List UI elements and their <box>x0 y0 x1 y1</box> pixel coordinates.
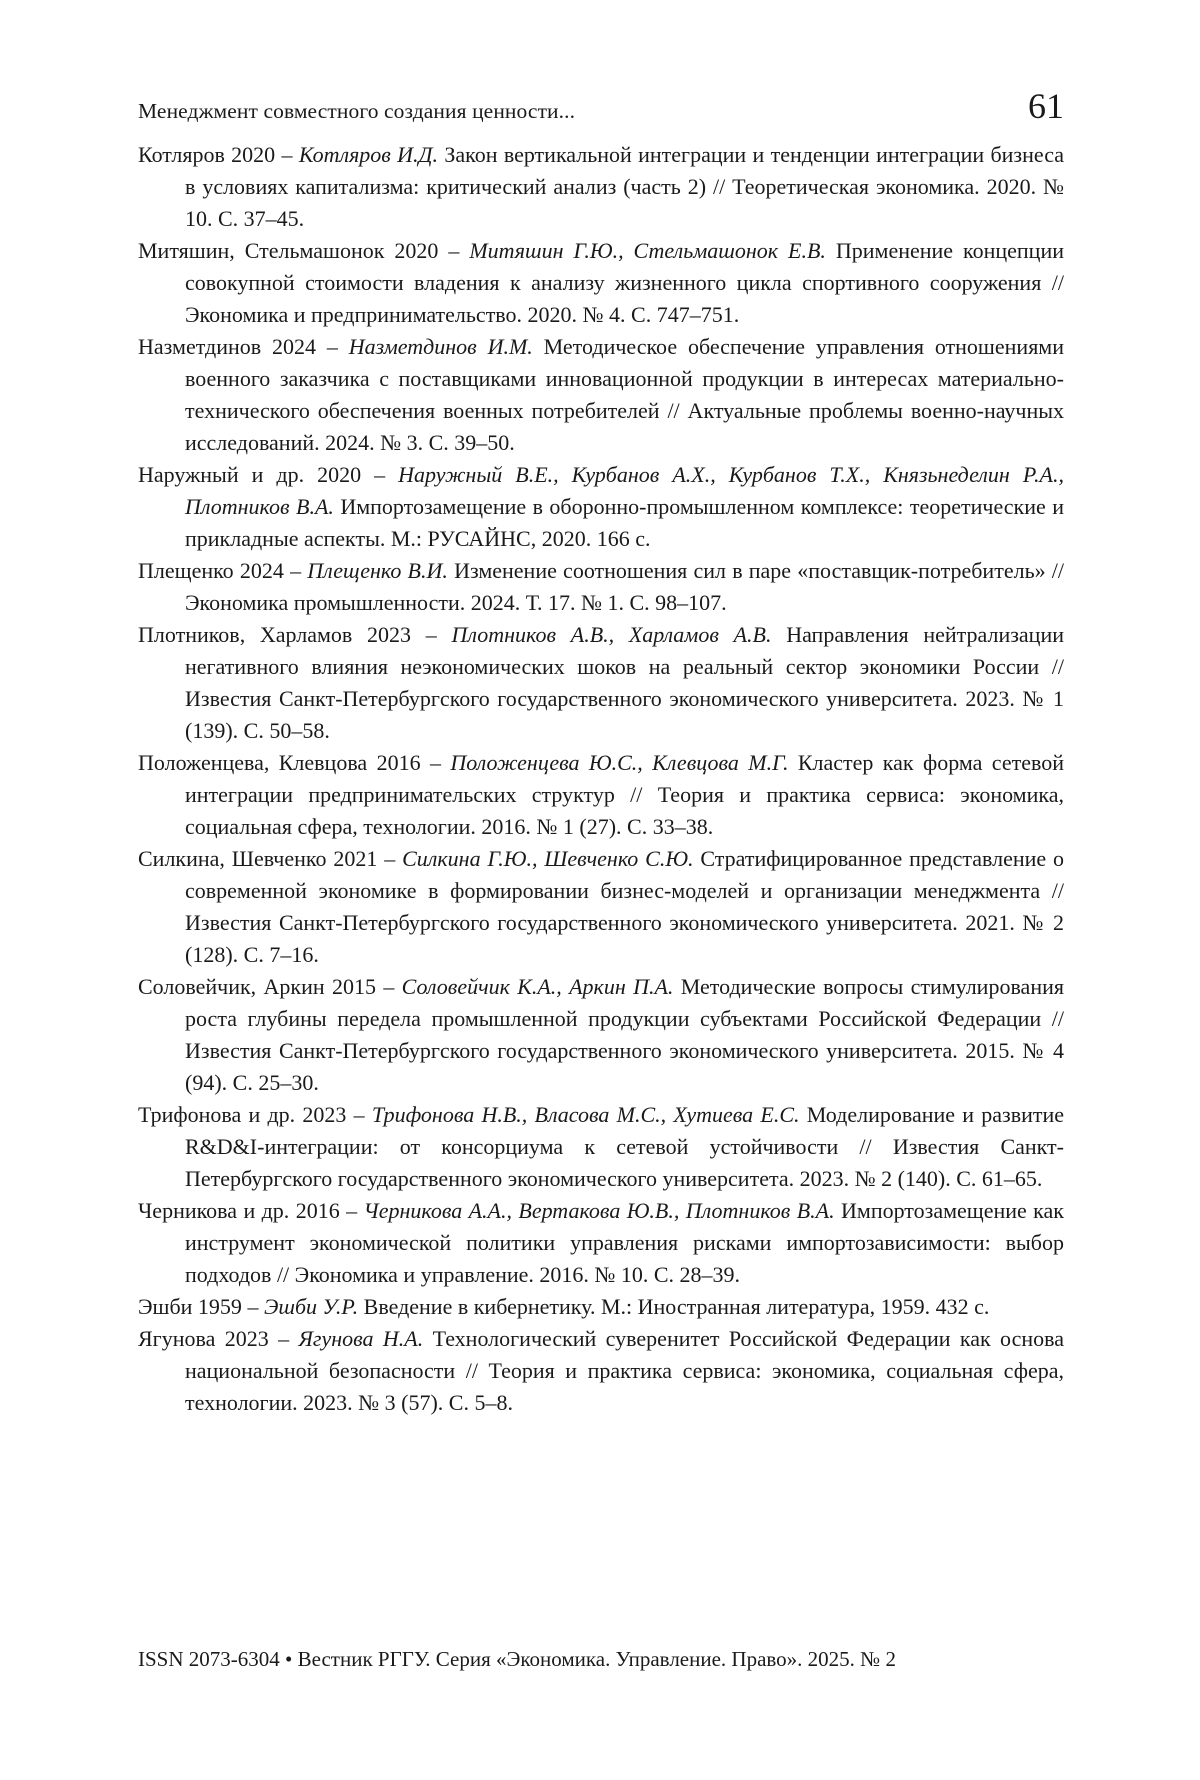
reference-entry <box>138 843 1064 971</box>
reference-separator: – <box>283 558 308 583</box>
reference-text: Направления нейтрализации негативного влияния неэкономических шоков на реальный сектор экономики России // Известия Санкт-Петербургского государственного экономического университета. 2023. № 1 (139). С. 50–58. <box>185 622 1064 743</box>
reference-authors: Эшби У.Р. <box>263 1294 359 1319</box>
footer-issn-line: ISSN 2073-6304 • Вестник РГГУ. Серия «Экономика. Управление. Право». 2025. № 2 <box>138 1647 896 1671</box>
reference-separator: – <box>361 462 399 487</box>
page-number: 61 <box>1028 86 1064 126</box>
reference-list <box>138 139 1064 1419</box>
reference-citation-key: Плотников, Харламов 2023 <box>138 622 412 647</box>
reference-separator: – <box>438 238 470 263</box>
reference-authors: Силкина Г.Ю., Шевченко С.Ю. <box>402 846 694 871</box>
reference-separator: – <box>377 846 403 871</box>
reference-entry <box>138 619 1064 747</box>
reference-citation-key: Соловейчик, Аркин 2015 <box>138 974 376 999</box>
reference-separator: – <box>275 142 299 167</box>
reference-entry <box>138 1291 1064 1323</box>
reference-citation-key: Трифонова и др. 2023 <box>138 1102 347 1127</box>
reference-citation-key: Черникова и др. 2016 <box>138 1198 340 1223</box>
reference-text: Изменение соотношения сил в паре «поставщик-потребитель» // Экономика промышленности. 2024. Т. 17. № 1. С. 98–107. <box>185 558 1065 615</box>
reference-entry <box>138 747 1064 843</box>
reference-text: Импортозамещение в оборонно-промышленном комплексе: теоретические и прикладные аспекты. М.: РУСАЙНС, 2020. 166 с. <box>185 494 1064 551</box>
reference-separator: – <box>375 974 402 999</box>
reference-entry <box>138 331 1064 459</box>
reference-authors: Плотников А.В., Харламов А.В. <box>451 622 772 647</box>
reference-entry <box>138 1099 1064 1195</box>
reference-citation-key: Положенцева, Клевцова 2016 <box>138 750 421 775</box>
reference-text: Методические вопросы стимулирования роста глубины передела промышленной продукции субъектами Российской Федерации // Известия Санкт-Петербургского государственного экономического университета. 2015. № 4 (94). С. 25–30. <box>185 974 1064 1095</box>
reference-citation-key: Митяшин, Стельмашонок 2020 <box>138 238 439 263</box>
reference-authors: Ягунова Н.А. <box>298 1326 424 1351</box>
reference-separator: – <box>241 1294 264 1319</box>
reference-citation-key: Наружный и др. 2020 <box>138 462 362 487</box>
reference-authors: Наружный В.Е., Курбанов А.Х., Курбанов Т.Х., Князьнеделин Р.А., Плотников В.А. <box>185 462 1064 519</box>
reference-citation-key: Силкина, Шевченко 2021 <box>138 846 378 871</box>
reference-text: Закон вертикальной интеграции и тенденции интеграции бизнеса в условиях капитализма: критический анализ (часть 2) // Теоретическая экономика. 2020. № 10. С. 37–45. <box>185 142 1064 231</box>
reference-separator: – <box>268 1326 299 1351</box>
running-title: Менеджмент совместного создания ценности... <box>138 99 576 123</box>
reference-citation-key: Назметдинов 2024 <box>138 334 317 359</box>
reference-text: Технологический суверенитет Российской Федерации как основа национальной безопасности // Теория и практика сервиса: экономика, социальная сфера, технологии. 2023. № 3 (57). С. 5–8. <box>185 1326 1065 1415</box>
reference-text: Применение концепции совокупной стоимости владения к анализу жизненного цикла спортивного сооружения // Экономика и предпринимательство. 2020. № 4. С. 747–751. <box>185 238 1064 327</box>
reference-authors: Трифонова Н.В., Власова М.С., Хутиева Е.С. <box>371 1102 800 1127</box>
reference-authors: Положенцева Ю.С., Клевцова М.Г. <box>450 750 789 775</box>
reference-entry <box>138 971 1064 1099</box>
reference-authors: Плещенко В.И. <box>307 558 448 583</box>
reference-citation-key: Ягунова 2023 <box>138 1326 269 1351</box>
reference-authors: Митяшин Г.Ю., Стельмашонок Е.В. <box>469 238 826 263</box>
page-footer <box>138 1646 1064 1673</box>
reference-authors: Черникова А.А., Вертакова Ю.В., Плотников В.А. <box>363 1198 835 1223</box>
reference-entry <box>138 1323 1064 1419</box>
reference-text: Стратифицированное представление о современной экономике в формировании бизнес-моделей и организации менеджмента // Известия Санкт-Петербургского государственного экономического университета. 2021. № 2 (128). С. 7–16. <box>185 846 1065 967</box>
reference-citation-key: Эшби 1959 <box>138 1294 242 1319</box>
reference-text: Введение в кибернетику. М.: Иностранная литература, 1959. 432 с. <box>358 1294 990 1319</box>
reference-entry <box>138 459 1064 555</box>
reference-entry <box>138 139 1064 235</box>
reference-entry <box>138 555 1064 619</box>
reference-separator: – <box>420 750 451 775</box>
reference-separator: – <box>339 1198 364 1223</box>
reference-entry <box>138 1195 1064 1291</box>
page-header <box>138 88 1064 125</box>
reference-separator: – <box>411 622 452 647</box>
reference-text: Кластер как форма сетевой интеграции предпринимательских структур // Теория и практика сервиса: экономика, социальная сфера, технологии. 2016. № 1 (27). С. 33–38. <box>185 750 1064 839</box>
reference-text: Моделирование и развитие R&D&I-интеграции: от консорциума к сетевой устойчивости // Известия Санкт-Петербургского государственного экономического университета. 2023. № 2 (140). С. 61–65. <box>185 1102 1065 1191</box>
reference-separator: – <box>316 334 349 359</box>
reference-entry <box>138 235 1064 331</box>
reference-authors: Соловейчик К.А., Аркин П.А. <box>401 974 674 999</box>
reference-citation-key: Котляров 2020 <box>138 142 276 167</box>
reference-authors: Назметдинов И.М. <box>348 334 533 359</box>
reference-citation-key: Плещенко 2024 <box>138 558 284 583</box>
reference-authors: Котляров И.Д. <box>298 142 439 167</box>
reference-text: Импортозамещение как инструмент экономической политики управления рисками импортозависимости: выбор подходов // Экономика и управление. 2016. № 10. С. 28–39. <box>185 1198 1064 1287</box>
reference-text: Методическое обеспечение управления отношениями военного заказчика с поставщиками инновационной продукции в интересах материально-технического обеспечения военных потребителей // Актуальные проблемы военно-научных исследований. 2024. № 3. С. 39–50. <box>185 334 1065 455</box>
reference-separator: – <box>346 1102 372 1127</box>
